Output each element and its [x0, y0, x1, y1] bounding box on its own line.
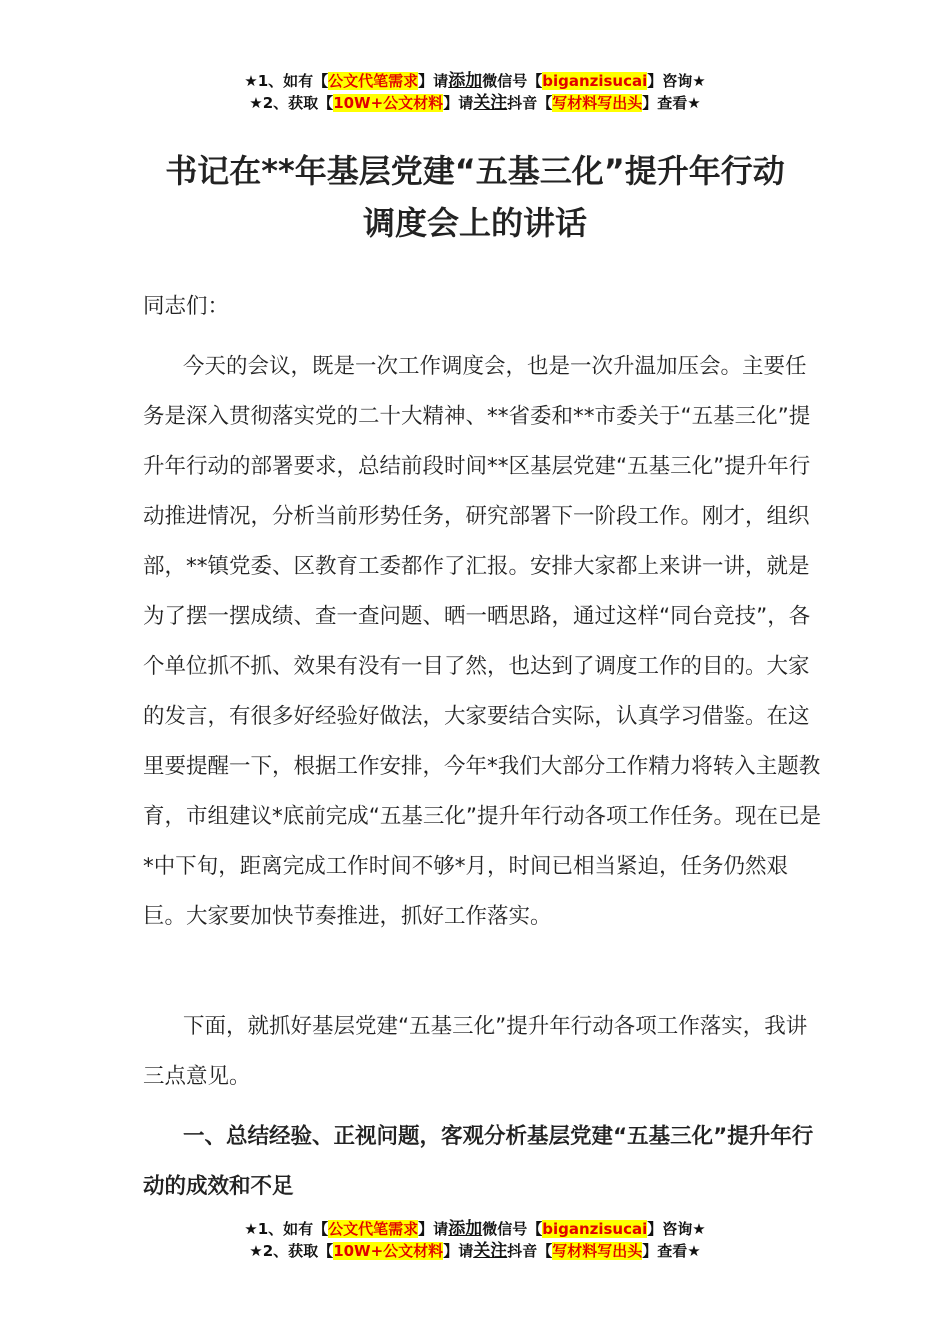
document-title [0, 145, 950, 249]
paragraph-2: 下面，就抓好基层党建“五基三化”提升年行动各项工作落实，我讲三点意见。 [143, 1014, 808, 1089]
highlight-douyin-account: 写材料写出头 [552, 1242, 643, 1260]
banner-line-1: ★1、如有【公文代笔需求】请添加微信号【biganzisucai】咨询★ [244, 71, 706, 91]
top-ad-banner [0, 70, 950, 114]
bottom-ad-banner [0, 1218, 950, 1262]
highlight-douyin-account: 写材料写出头 [552, 94, 643, 112]
highlight-materials: 10W+公文材料 [333, 94, 444, 112]
highlight-wechat-id: biganzisucai [542, 72, 648, 90]
title-line-1: 书记在**年基层党建“五基三化”提升年行动 [165, 152, 785, 190]
section-heading-1: 一、总结经验、正视问题，客观分析基层党建“五基三化”提升年行动的成效和不足 [143, 1124, 814, 1199]
title-line-2: 调度会上的讲话 [362, 204, 587, 242]
banner-line-2: ★2、获取【10W+公文材料】请关注抖音【写材料写出头】查看★ [249, 93, 701, 113]
highlight-writing-service: 公文代笔需求 [328, 1220, 419, 1238]
highlight-materials: 10W+公文材料 [333, 1242, 444, 1260]
banner-line-2: ★2、获取【10W+公文材料】请关注抖音【写材料写出头】查看★ [249, 1241, 701, 1261]
paragraph-1: 今天的会议，既是一次工作调度会，也是一次升温加压会。主要任务是深入贯彻落实党的二十大精神、**省委和**市委关于“五基三化”提升年行动的部署要求，总结前段时间**区基层党建“五基三化”提升年行动推进情况，分析当前形势任务，研究部署下一阶段工作。刚才，组织部，**镇党委、区教育工委都作了汇报。安排大家都上来讲一讲，就是为了摆一摆成绩、查一查问题、晒一晒思路，通过这样“同台竞技”，各个单位抓不抓、效果有没有一目了然，也达到了调度工作的目的。大家的发言，有很多好经验好做法，大家要结合实际，认真学习借鉴。在这里要提醒一下，根据工作安排，今年*我们大部分工作精力将转入主题教育，市组建议*底前完成“五基三化”提升年行动各项工作任务。现在已是*中下旬，距离完成工作时间不够*月，时间已相当紧迫，任务仍然艰巨。大家要加快节奏推进，抓好工作落实。 [143, 354, 822, 929]
highlight-wechat-id: biganzisucai [542, 1220, 648, 1238]
salutation: 同志们： [143, 294, 230, 319]
highlight-writing-service: 公文代笔需求 [328, 72, 419, 90]
banner-line-1: ★1、如有【公文代笔需求】请添加微信号【biganzisucai】咨询★ [244, 1219, 706, 1239]
